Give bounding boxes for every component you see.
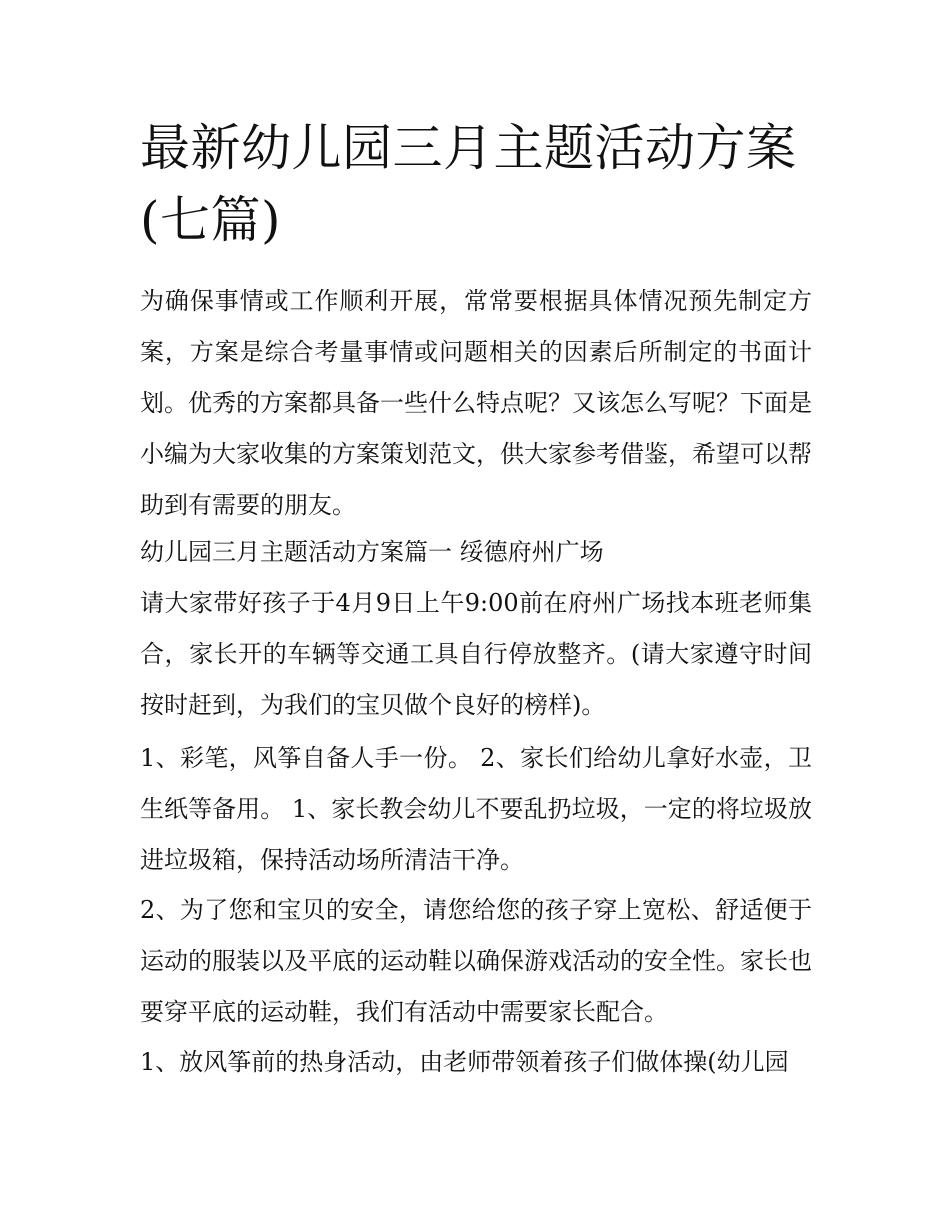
intro-paragraph: 为确保事情或工作顺利开展，常常要根据具体情况预先制定方案，方案是综合考量事情或问题相关的因素后所制定的书面计划。优秀的方案都具备一些什么特点呢？又该怎么写呢？下面是小编为大家收集的方案策划范文，供大家参考借鉴，希望可以帮助到有需要的朋友。 — [140, 287, 812, 519]
items-paragraph-1: 1、彩笔，风筝自备人手一份。 2、家长们给幼儿拿好水壶，卫生纸等备用。 1、家长教会幼儿不要乱扔垃圾，一定的将垃圾放进垃圾箱，保持活动场所清洁干净。 — [140, 744, 812, 874]
items-paragraph-3: 1、放风筝前的热身活动，由老师带领着孩子们做体操(幼儿园 — [140, 1048, 789, 1076]
items-paragraph-2: 2、为了您和宝贝的安全，请您给您的孩子穿上宽松、舒适便于运动的服装以及平底的运动鞋以确保游戏活动的安全性。家长也要穿平底的运动鞋，我们有活动中需要家长配合。 — [140, 896, 812, 1026]
notice-paragraph: 请大家带好孩子于4月9日上午9:00前在府州广场找本班老师集合，家长开的车辆等交通工具自行停放整齐。(请大家遵守时间按时赶到，为我们的宝贝做个良好的榜样)。 — [140, 589, 812, 719]
document-title: 最新幼儿园三月主题活动方案(七篇) — [140, 119, 797, 249]
section-heading: 幼儿园三月主题活动方案篇一 绥德府州广场 — [140, 538, 604, 566]
